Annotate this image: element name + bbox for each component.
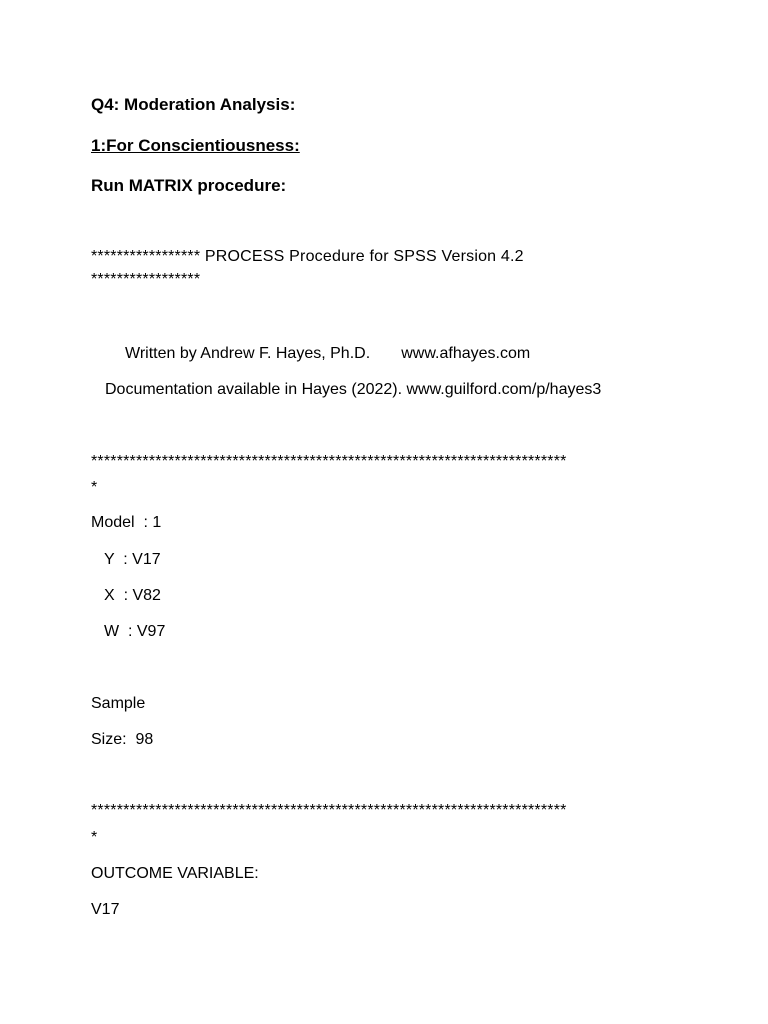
outcome-variable-label: OUTCOME VARIABLE: — [91, 865, 259, 882]
process-banner-stars: ***************** — [91, 271, 201, 288]
separator-stars: ************************************************************************** — [91, 802, 567, 819]
w-variable-line: W : V97 — [104, 623, 166, 640]
sample-label: Sample — [91, 695, 146, 712]
question-heading: Q4: Moderation Analysis: — [91, 95, 296, 114]
y-variable-line: Y : V17 — [104, 551, 161, 568]
outcome-variable-value: V17 — [91, 901, 120, 918]
process-banner-line: ***************** PROCESS Procedure for SPSS Version 4.2 — [91, 248, 524, 265]
separator-star: * — [91, 479, 98, 496]
section-heading: 1:For Conscientiousness: — [91, 136, 300, 155]
sample-size: Size: 98 — [91, 731, 154, 748]
model-line: Model : 1 — [91, 514, 162, 531]
author-credit: Written by Andrew F. Hayes, Ph.D. www.afhayes.com — [125, 345, 531, 362]
documentation-credit: Documentation available in Hayes (2022). www.guilford.com/p/hayes3 — [105, 381, 602, 398]
x-variable-line: X : V82 — [104, 587, 161, 604]
separator-stars: ************************************************************************** — [91, 453, 567, 470]
separator-star: * — [91, 829, 98, 846]
run-procedure-heading: Run MATRIX procedure: — [91, 176, 287, 195]
